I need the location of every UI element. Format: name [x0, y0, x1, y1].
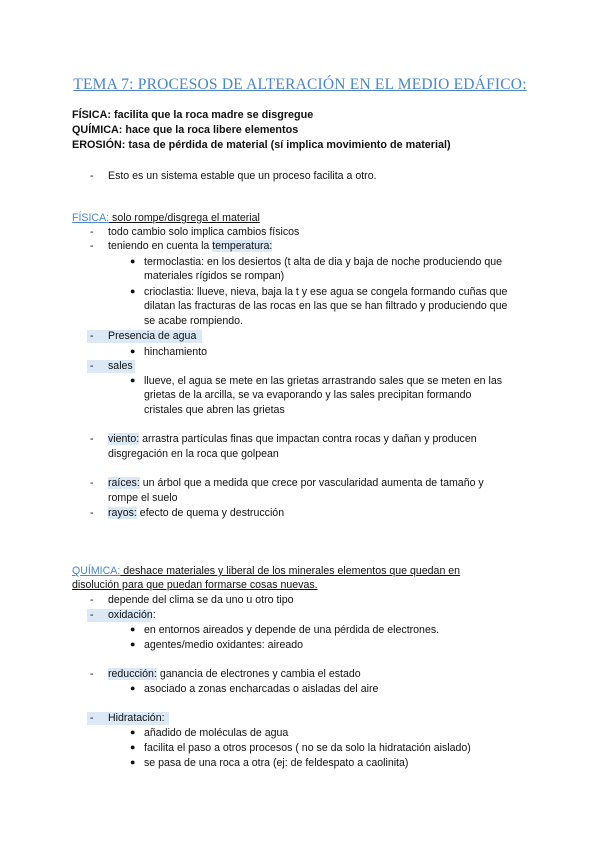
document-page: TEMA 7: PROCESOS DE ALTERACIÓN EN EL MEDIO EDÁFICO: FÍSICA: facilita que la roca madre se disgregue QUÍMICA: hace que la roca libere elementos EROSIÓN: tasa de pérdida de material (sí implica movimiento de material) - Esto es un sistema estable que un proceso facilita a otro. FÍSICA: solo rompe/disgrega el material - todo cambio solo implica cambios físicos - teniendo en cuenta la temperatura: ● termoclastia: en los desiertos (t alta de dia y baja de noche produciendo que materiales rígidos se rompan) ● crioclastia: llueve, nieva, baja la t y ese agua se congela formando cuñas que dilatan las fracturas de las rocas en las que se han filtrado y produciendo que se acabe rompiendo. - Presencia de agua ● hinchamiento - sales ● llueve, el agua se mete en las grietas arrastrando sales que se meten en las grietas de la arcilla, se va evaporando y las sales precipitan formando cristales que abren las grietas - viento: arrastra partículas finas que impactan contra rocas y dañan y producen disgregación en la roca que golpean - raíces: un árbol que a medida que crece por vascularidad aumenta de tamaño y rompe el suelo - rayos: efecto de quema y destrucción QUÍMICA: deshace materiales y liberal de los minerales elementos que quedan en disolución para que puedan formarse cosas nuevas. - depende del clima se da uno u otro tipo - oxidación: ● en entornos aireados y depende de una pérdida de electrones. ● agentes/medio oxidantes: aireado - reducción: ganancia de electrones y cambia el estado ● asociado a zonas encharcadas o aisladas del aire - Hidratación: ● añadido de moléculas de agua ● facilita el paso a otros procesos ( no se da solo la hidratación aislado) ● se pasa de una roca a otra (ej: de feldespato a caolinita)	[0, 0, 600, 848]
list-item: depende del clima se da uno u otro tipo	[108, 594, 294, 606]
intro-note: Esto es un sistema estable que un proceso facilita a otro.	[108, 170, 377, 182]
list-item-continuation: rompe el suelo	[108, 492, 178, 504]
section-heading-quimica: QUÍMICA: deshace materiales y liberal de los minerales elementos que quedan en	[72, 565, 461, 577]
sub-item: en entornos aireados y depende de una pérdida de electrones.	[144, 624, 440, 636]
definition-quimica: QUÍMICA: hace que la roca libere elementos	[72, 124, 299, 136]
section-heading-continuation: disolución para que puedan formarse cosas nuevas.	[72, 579, 318, 591]
list-item-continuation: disgregación en la roca que golpean	[108, 448, 279, 460]
bullet: ●	[130, 727, 136, 737]
sub-item: facilita el paso a otros procesos ( no se da solo la hidratación aislado)	[144, 742, 471, 754]
definition-erosion: EROSIÓN: tasa de pérdida de material (sí implica movimiento de material)	[72, 139, 451, 151]
sub-item: se acabe rompiendo.	[144, 315, 243, 327]
section-heading-fisica: FÍSICA: solo rompe/disgrega el material	[72, 212, 260, 224]
definition-fisica: FÍSICA: facilita que la roca madre se disgregue	[72, 109, 314, 121]
list-item: viento: arrastra partículas finas que impactan contra rocas y dañan y producen	[108, 433, 477, 445]
bullet: ●	[130, 742, 136, 752]
sub-item: termoclastia: en los desiertos (t alta de dia y baja de noche produciendo que	[144, 256, 503, 268]
list-item: reducción: ganancia de electrones y cambia el estado	[108, 668, 361, 680]
sub-item: materiales rígidos se rompan)	[144, 270, 285, 282]
bullet: ●	[130, 683, 136, 693]
list-item: todo cambio solo implica cambios físicos	[108, 226, 300, 238]
list-item: raíces: un árbol que a medida que crece por vascularidad aumenta de tamaño y	[108, 477, 484, 489]
list-item: sales	[108, 360, 133, 372]
bullet: ●	[130, 346, 136, 356]
list-item: Presencia de agua	[108, 330, 197, 342]
sub-item: asociado a zonas encharcadas o aisladas del aire	[144, 683, 379, 695]
sub-item: añadido de moléculas de agua	[144, 727, 289, 739]
list-item: oxidación:	[108, 609, 156, 621]
sub-item: dilatan las fracturas de las rocas en las que se han filtrado y produciendo que	[144, 300, 508, 312]
list-item: Hidratación:	[108, 712, 165, 724]
bullet: ●	[130, 639, 136, 649]
bullet: ●	[130, 375, 136, 385]
list-item: rayos: efecto de quema y destrucción	[108, 507, 285, 519]
sub-item: grietas de la arcilla, se va evaporando y las sales precipitan formando	[144, 389, 472, 401]
bullet: ●	[130, 624, 136, 634]
sub-item: agentes/medio oxidantes: aireado	[144, 639, 304, 651]
bullet: ●	[130, 757, 136, 767]
page-title: TEMA 7: PROCESOS DE ALTERACIÓN EN EL MEDIO EDÁFICO:	[73, 76, 527, 93]
sub-item: crioclastia: llueve, nieva, baja la t y ese agua se congela formando cuñas que	[144, 286, 508, 298]
sub-item: llueve, el agua se mete en las grietas arrastrando sales que se meten en las	[144, 375, 503, 387]
bullet: ●	[130, 286, 136, 296]
bullet: ●	[130, 256, 136, 266]
sub-item: hinchamiento	[144, 346, 208, 358]
list-item: teniendo en cuenta la temperatura:	[108, 240, 273, 252]
dash-bullet: -	[90, 170, 94, 182]
sub-item: cristales que abren las grietas	[144, 404, 285, 416]
sub-item: se pasa de una roca a otra (ej: de feldespato a caolinita)	[144, 757, 409, 769]
